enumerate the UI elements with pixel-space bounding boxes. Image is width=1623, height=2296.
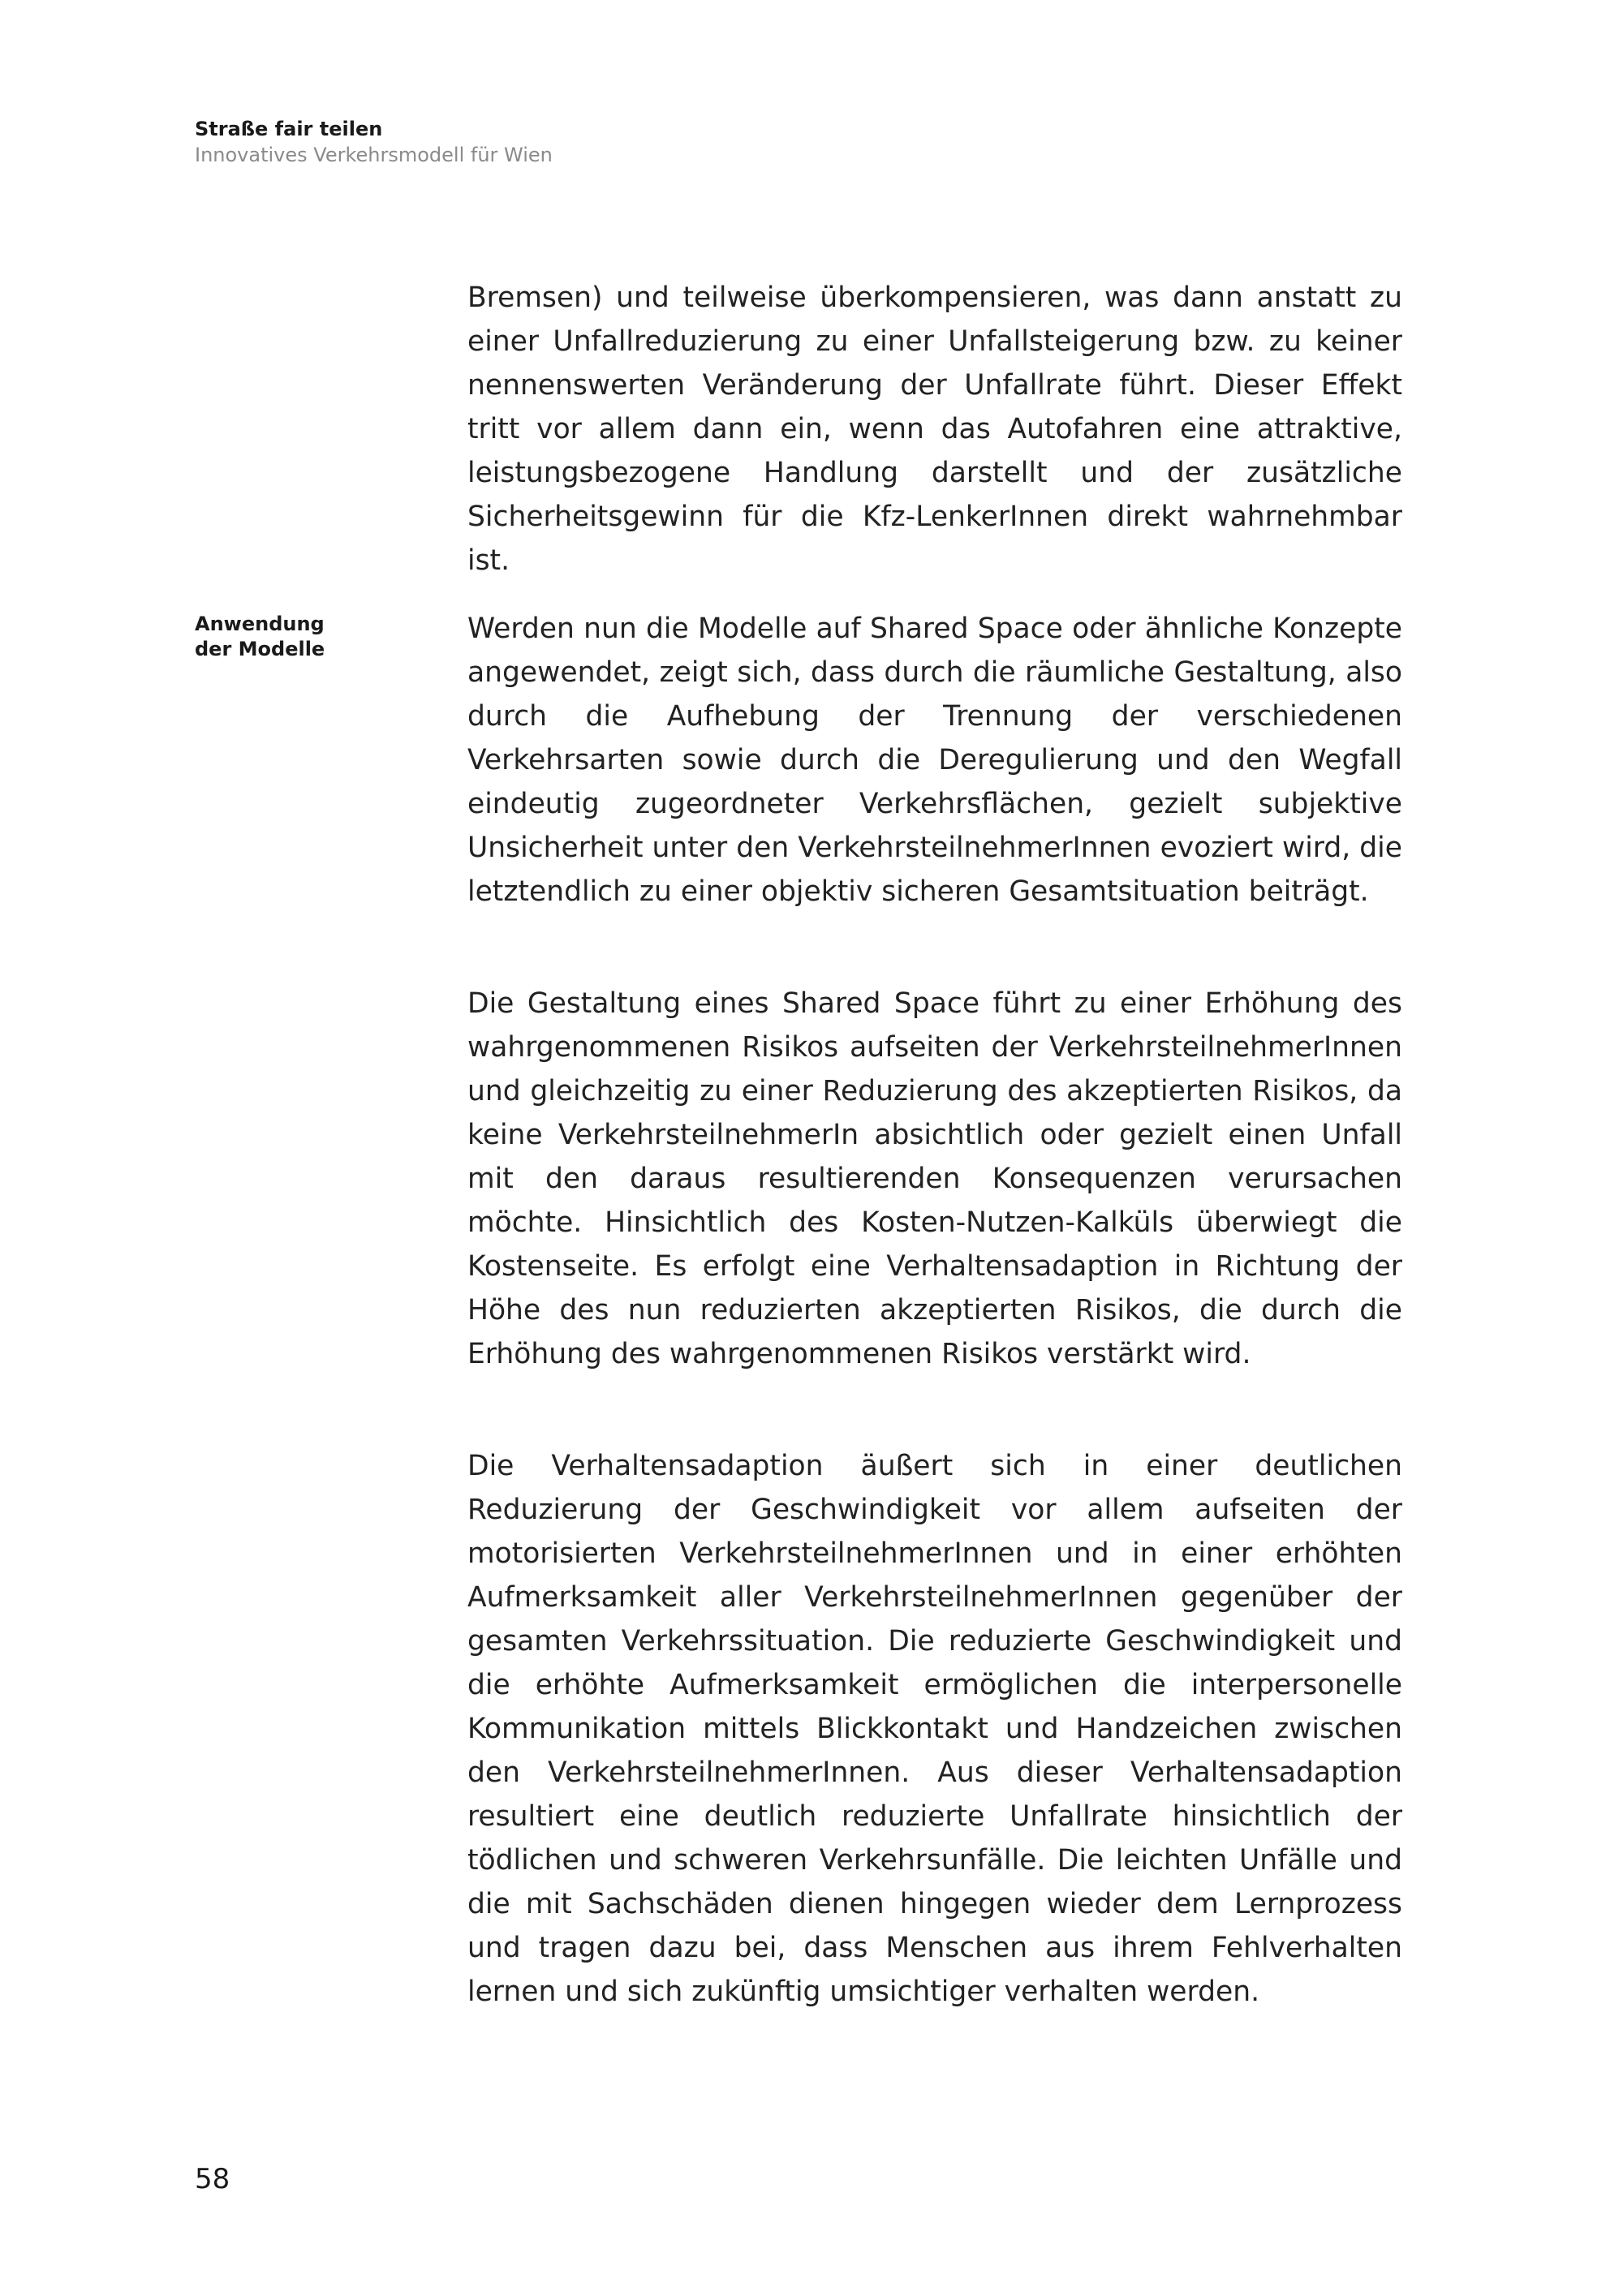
body-paragraph: Bremsen) und teilweise überkompensieren, was dann anstatt zu einer Unfallreduzierung zu einer Unfallsteigerung bzw. zu keiner nennenswerten Veränderung der Unfallrate führt. Dieser Effekt tritt vor allem dann ein, wenn das Autofahren eine attraktive, leistungsbezogene Handlung darstellt und der zusätzliche Sicherheitsgewinn für die Kfz-LenkerInnen direkt wahrnehmbar ist.	[467, 282, 1402, 577]
margin-heading-line-2: der Modelle	[195, 638, 325, 660]
running-header	[195, 117, 553, 167]
body-paragraph: Die Gestaltung eines Shared Space führt zu einer Erhöhung des wahrgenommenen Risikos aufseiten der VerkehrsteilnehmerInnen und gleichzeitig zu einer Reduzierung des akzeptierten Risikos, da keine VerkehrsteilnehmerIn absichtlich oder gezielt einen Unfall mit den daraus resultierenden Konsequenzen verursachen möchte. Hinsichtlich des Kosten-Nutzen-Kalküls überwiegt die Kostenseite. Es erfolgt eine Verhaltensadaption in Richtung der Höhe des nun reduzierten akzeptierten Risikos, die durch die Erhöhung des wahrgenommenen Risikos verstärkt wird.	[467, 987, 1402, 1370]
publication-subtitle: Innovatives Verkehrsmodell für Wien	[195, 144, 553, 166]
body-paragraph: Die Verhaltensadaption äußert sich in einer deutlichen Reduzierung der Geschwindigkeit vor allem aufseiten der motorisierten VerkehrsteilnehmerInnen und in einer erhöhten Aufmerksamkeit aller VerkehrsteilnehmerInnen gegenüber der gesamten Verkehrssituation. Die reduzierte Geschwindigkeit und die erhöhte Aufmerksamkeit ermöglichen die interpersonelle Kommunikation mittels Blickkontakt und Handzeichen zwischen den VerkehrsteilnehmerInnen. Aus dieser Verhaltensadaption resultiert eine deutlich reduzierte Unfallrate hinsichtlich der tödlichen und schweren Verkehrsunfälle. Die leichten Unfälle und die mit Sachschäden dienen hingegen wieder dem Lernprozess und tragen dazu bei, dass Menschen aus ihrem Fehlverhalten lernen und sich zukünftig umsichtiger verhalten werden.	[467, 1450, 1402, 2008]
publication-title: Straße fair teilen	[195, 118, 383, 140]
margin-heading	[195, 612, 357, 662]
page-number: 58	[195, 2163, 230, 2195]
body-paragraph: Werden nun die Modelle auf Shared Space oder ähnliche Konzepte angewendet, zeigt sich, dass durch die räumliche Gestaltung, also durch die Aufhebung der Trennung der verschiedenen Verkehrsarten sowie durch die Deregulierung und den Wegfall eindeutig zugeordneter Verkehrsflächen, gezielt subjektive Unsicherheit unter den VerkehrsteilnehmerInnen evoziert wird, die letztendlich zu einer objektiv sicheren Gesamtsituation beiträgt.	[467, 613, 1402, 908]
margin-heading-line-1: Anwendung	[195, 613, 325, 635]
